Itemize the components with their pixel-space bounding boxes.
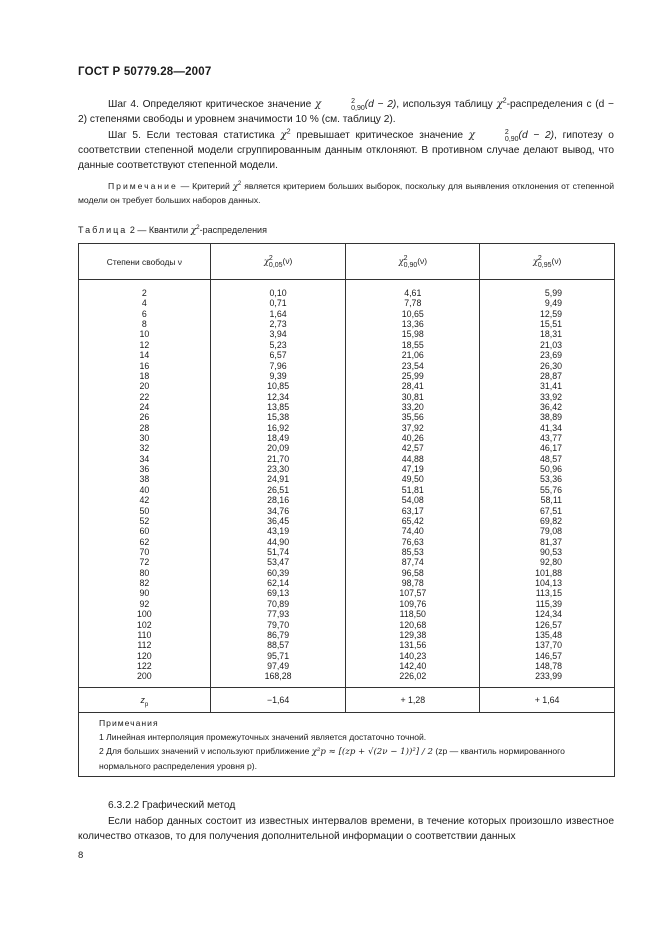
table-cell-chi-0-95: 79,08 bbox=[539, 526, 562, 537]
table-cell-chi-0-95: 90,53 bbox=[539, 546, 562, 557]
table-cell-chi-0-95: 33,92 bbox=[539, 391, 562, 402]
table-cell-chi-0-90: 44,88 bbox=[401, 453, 424, 464]
table-cell-chi-0-90: 140,23 bbox=[399, 650, 427, 661]
table-cell-degrees-of-freedom: 112 bbox=[137, 640, 152, 651]
table-cell-degrees-of-freedom: 60 bbox=[139, 526, 150, 537]
zp-row bbox=[79, 687, 615, 712]
superscript: 2 bbox=[403, 254, 408, 262]
table-cell-chi-0-90: 47,19 bbox=[401, 464, 424, 475]
table-cell-chi-0-95: 101,88 bbox=[535, 567, 562, 578]
table-cell-chi-0-90: 51,81 bbox=[401, 484, 424, 495]
step-5-tail: , гипотезу о соответствии степенной модели сгруппированным данным отклоняют. В противном случае делают вывод, что данные соответствуют степенной модели. bbox=[78, 130, 614, 171]
table-cell-chi-0-95: 137,70 bbox=[535, 640, 562, 651]
column-chi-0-95 bbox=[480, 280, 615, 688]
step-4-paragraph bbox=[78, 97, 614, 127]
table-cell-chi-0-95: 15,51 bbox=[539, 319, 562, 330]
table-cell-chi-0-95: 43,77 bbox=[539, 433, 562, 444]
step-5-mid: превышает критическое значение bbox=[296, 130, 464, 141]
table-cell-chi-0-95: 58,11 bbox=[540, 495, 562, 506]
header-chi-0-90 bbox=[346, 244, 480, 280]
table-cell-chi-0-05: 53,47 bbox=[267, 557, 290, 568]
table-cell-chi-0-95: 53,36 bbox=[539, 474, 562, 485]
table-cell-chi-0-95: 233,99 bbox=[535, 671, 562, 682]
table-cell-chi-0-05: 60,39 bbox=[267, 567, 290, 578]
superscript: 2 bbox=[504, 129, 509, 136]
table-cell-degrees-of-freedom: 100 bbox=[137, 609, 152, 620]
table-cell-degrees-of-freedom: 72 bbox=[139, 557, 150, 568]
table-cell-chi-0-95: 113,15 bbox=[535, 588, 562, 599]
note-tail: является критерием больших выборок, поскольку для выявления отклонения от степенной модели он требует больших наборов данных. bbox=[78, 181, 615, 205]
header-arg: (ν) bbox=[417, 255, 428, 266]
table-cell-degrees-of-freedom: 26 bbox=[139, 412, 150, 423]
table-cell-degrees-of-freedom: 14 bbox=[139, 350, 150, 361]
table-cell-chi-0-05: 34,76 bbox=[267, 505, 290, 516]
note-lead: — Критерий bbox=[180, 181, 230, 191]
table-cell-degrees-of-freedom: 38 bbox=[139, 474, 150, 485]
table-cell-degrees-of-freedom: 52 bbox=[139, 515, 150, 526]
zp-value-0-95: + 1,64 bbox=[480, 687, 615, 712]
header-arg: (ν) bbox=[282, 255, 293, 266]
superscript: 2 bbox=[351, 98, 356, 105]
table-cell-chi-0-05: 2,73 bbox=[269, 319, 287, 330]
page-number: 8 bbox=[78, 850, 84, 861]
chi-symbol: χ bbox=[314, 99, 322, 110]
table-cell-chi-0-95: 18,31 bbox=[539, 329, 562, 340]
table-cell-chi-0-95: 126,57 bbox=[535, 619, 562, 630]
note-paragraph bbox=[78, 180, 614, 207]
table-cell-chi-0-95: 31,41 bbox=[539, 381, 562, 392]
table-cell-chi-0-90: 15,98 bbox=[401, 329, 424, 340]
table-cell-degrees-of-freedom: 50 bbox=[139, 505, 150, 516]
table-cell-degrees-of-freedom: 10 bbox=[139, 329, 150, 340]
table-cell-chi-0-05: 0,71 bbox=[269, 298, 287, 309]
table-cell-chi-0-90: 7,78 bbox=[404, 298, 422, 309]
table-cell-chi-0-05: 12,34 bbox=[267, 391, 290, 402]
table-data-block bbox=[79, 280, 615, 688]
subscript: 0,05 bbox=[268, 261, 283, 269]
header-chi-0-95 bbox=[480, 244, 615, 280]
table-cell-chi-0-05: 44,90 bbox=[267, 536, 290, 547]
table-cell-chi-0-95: 55,76 bbox=[539, 484, 562, 495]
chi-symbol: χ bbox=[496, 99, 503, 110]
table-cell-degrees-of-freedom: 120 bbox=[137, 650, 152, 661]
table-cell-chi-0-05: 7,96 bbox=[269, 360, 287, 371]
table-cell-chi-0-90: 109,76 bbox=[399, 598, 427, 609]
table-cell-chi-0-90: 13,36 bbox=[401, 319, 424, 330]
table-cell-chi-0-05: 10,85 bbox=[267, 381, 290, 392]
table-cell-chi-0-90: 65,42 bbox=[401, 515, 424, 526]
table-note-2-formula: χ²p ≈ [(zp + √(2ν − 1))²] / 2 bbox=[311, 746, 433, 757]
superscript: 2 bbox=[196, 224, 200, 231]
table-cell-chi-0-90: 10,65 bbox=[401, 308, 424, 319]
table-cell-chi-0-95: 46,17 bbox=[539, 443, 562, 454]
table-cell-chi-0-90: 98,78 bbox=[401, 578, 424, 589]
table-cell-chi-0-05: 62,14 bbox=[267, 578, 290, 589]
table-caption bbox=[78, 225, 267, 236]
section-paragraph: Если набор данных состоит из известных интервалов времени, в течение которых произошло известное количество отказов, то для получения дополнительной информации о соответствии данных bbox=[78, 816, 614, 842]
table-cell-degrees-of-freedom: 36 bbox=[139, 464, 150, 475]
header-chi-0-05 bbox=[210, 244, 346, 280]
table-cell-degrees-of-freedom: 62 bbox=[139, 536, 150, 547]
table-cell-degrees-of-freedom: 80 bbox=[139, 567, 150, 578]
table-cell-chi-0-95: 69,82 bbox=[539, 515, 562, 526]
subscript: 0,95 bbox=[537, 261, 552, 269]
table-cell-chi-0-05: 0,10 bbox=[269, 288, 287, 298]
table-cell-chi-0-05: 70,89 bbox=[267, 598, 290, 609]
table-cell-degrees-of-freedom: 2 bbox=[141, 288, 147, 298]
table-cell-degrees-of-freedom: 110 bbox=[137, 629, 152, 640]
table-cell-chi-0-95: 28,87 bbox=[539, 370, 562, 381]
table-cell-chi-0-05: 13,85 bbox=[267, 401, 290, 412]
table-cell-chi-0-05: 77,93 bbox=[267, 609, 290, 620]
table-notes-row bbox=[79, 712, 615, 776]
table-cell-chi-0-05: 5,23 bbox=[269, 339, 287, 350]
table-cell-chi-0-05: 51,74 bbox=[267, 546, 290, 557]
table-cell-chi-0-90: 118,50 bbox=[399, 609, 426, 620]
table-cell-chi-0-05: 6,57 bbox=[269, 350, 287, 361]
chi-symbol: χ bbox=[190, 226, 197, 236]
table-cell-chi-0-90: 54,08 bbox=[401, 495, 424, 506]
table-cell-degrees-of-freedom: 30 bbox=[139, 433, 150, 444]
table-cell-chi-0-95: 36,42 bbox=[539, 401, 562, 412]
table-cell-chi-0-05: 16,92 bbox=[267, 422, 290, 433]
table-cell-chi-0-95: 135,48 bbox=[535, 629, 562, 640]
table-note-2 bbox=[85, 744, 608, 773]
table-cell-chi-0-95: 9,49 bbox=[544, 298, 562, 309]
table-cell-chi-0-05: 9,39 bbox=[269, 370, 287, 381]
table-cell-degrees-of-freedom: 92 bbox=[139, 598, 150, 609]
chi-symbol: χ bbox=[532, 255, 538, 266]
chi-scripts bbox=[404, 255, 418, 269]
table-cell-chi-0-95: 26,30 bbox=[539, 360, 562, 371]
table-cell-chi-0-05: 21,70 bbox=[267, 453, 290, 464]
table-cell-chi-0-90: 21,06 bbox=[401, 350, 424, 361]
table-cell-degrees-of-freedom: 34 bbox=[139, 453, 150, 464]
table-cell-chi-0-95: 67,51 bbox=[539, 505, 562, 516]
subscript: 0,90 bbox=[351, 105, 365, 112]
table-caption-label: Таблица bbox=[78, 225, 128, 235]
chi-square-quantile-table bbox=[78, 243, 615, 777]
table-cell-chi-0-05: 28,16 bbox=[267, 495, 290, 506]
subscript: 0,90 bbox=[403, 261, 418, 269]
table-cell-chi-0-95: 115,39 bbox=[535, 598, 562, 609]
superscript: 2 bbox=[237, 181, 242, 188]
table-cell-chi-0-90: 30,81 bbox=[401, 391, 424, 402]
table-cell-degrees-of-freedom: 82 bbox=[139, 578, 150, 589]
table-cell-degrees-of-freedom: 20 bbox=[139, 381, 150, 392]
table-cell-chi-0-90: 49,50 bbox=[401, 474, 424, 485]
table-cell-chi-0-90: 25,99 bbox=[401, 370, 424, 381]
table-cell-degrees-of-freedom: 40 bbox=[139, 484, 150, 495]
zp-value-0-90: + 1,28 bbox=[346, 687, 480, 712]
table-header-row bbox=[79, 244, 615, 280]
table-cell-chi-0-90: 23,54 bbox=[401, 360, 424, 371]
step-4-arg: (d − 2) bbox=[364, 99, 397, 110]
table-cell-chi-0-05: 1,64 bbox=[269, 308, 287, 319]
table-cell-chi-0-90: 107,57 bbox=[399, 588, 427, 599]
chi-symbol: χ bbox=[468, 130, 475, 141]
table-cell-chi-0-90: 131,56 bbox=[399, 640, 427, 651]
table-cell-chi-0-05: 15,38 bbox=[267, 412, 290, 423]
table-cell-degrees-of-freedom: 102 bbox=[137, 619, 152, 630]
table-cell-chi-0-05: 43,19 bbox=[267, 526, 290, 537]
chi-symbol: χ bbox=[232, 182, 238, 192]
table-note-2-tail: (zp — квантиль нормированного нормального распределения уровня p). bbox=[99, 745, 565, 771]
table-cell-degrees-of-freedom: 24 bbox=[139, 401, 150, 412]
table-cell-chi-0-05: 23,30 bbox=[267, 464, 290, 475]
chi-symbol: χ bbox=[398, 255, 404, 266]
table-cell-chi-0-05: 69,13 bbox=[267, 588, 290, 599]
table-cell-chi-0-95: 104,13 bbox=[535, 578, 562, 589]
table-caption-pre: — Квантили bbox=[137, 225, 189, 235]
superscript: 2 bbox=[268, 254, 273, 262]
table-cell-chi-0-05: 18,49 bbox=[267, 433, 290, 444]
subscript: 0,90 bbox=[504, 136, 519, 143]
table-cell-chi-0-90: 76,63 bbox=[401, 536, 424, 547]
table-cell-chi-0-95: 50,96 bbox=[539, 464, 562, 475]
table-cell-chi-0-05: 3,94 bbox=[269, 329, 287, 340]
zp-label bbox=[79, 687, 211, 712]
table-cell-chi-0-05: 88,57 bbox=[267, 640, 290, 651]
note-label: Примечание bbox=[108, 181, 178, 191]
table-cell-degrees-of-freedom: 200 bbox=[137, 671, 152, 682]
step-4-tail: -распределения с (d − 2) степенями свободы и уровнем значимости 10 % (см. таблицу 2). bbox=[78, 99, 614, 125]
table-cell-chi-0-95: 41,34 bbox=[539, 422, 562, 433]
table-cell-chi-0-05: 24,91 bbox=[267, 474, 290, 485]
table-cell-chi-0-90: 226,02 bbox=[399, 671, 427, 682]
table-cell-chi-0-95: 12,59 bbox=[539, 308, 562, 319]
table-cell-degrees-of-freedom: 16 bbox=[139, 360, 150, 371]
table-notes bbox=[79, 712, 615, 776]
table-caption-post: -распределения bbox=[199, 225, 267, 235]
table-cell-chi-0-90: 120,68 bbox=[399, 619, 427, 630]
step-5-arg: (d − 2) bbox=[518, 130, 555, 141]
header-arg: (ν) bbox=[551, 255, 562, 266]
table-cell-degrees-of-freedom: 12 bbox=[139, 339, 150, 350]
table-cell-chi-0-05: 20,09 bbox=[267, 443, 290, 454]
table-cell-degrees-of-freedom: 22 bbox=[139, 391, 150, 402]
table-cell-chi-0-95: 92,80 bbox=[539, 557, 562, 568]
table-notes-title: Примечания bbox=[99, 717, 159, 728]
table-cell-chi-0-95: 5,99 bbox=[544, 288, 562, 298]
chi-symbol: χ bbox=[280, 130, 287, 141]
zp-symbol: z bbox=[140, 694, 145, 705]
table-cell-chi-0-95: 148,78 bbox=[535, 660, 562, 671]
table-cell-chi-0-95: 21,03 bbox=[539, 339, 562, 350]
table-cell-chi-0-95: 23,69 bbox=[539, 350, 562, 361]
table-cell-chi-0-05: 97,49 bbox=[267, 660, 290, 671]
table-cell-chi-0-05: 95,71 bbox=[267, 650, 290, 661]
superscript: 2 bbox=[537, 254, 542, 262]
column-chi-0-05 bbox=[210, 280, 346, 688]
table-cell-chi-0-90: 33,20 bbox=[401, 401, 424, 412]
table-cell-chi-0-05: 79,70 bbox=[267, 619, 290, 630]
table-cell-chi-0-90: 87,74 bbox=[401, 557, 424, 568]
table-cell-degrees-of-freedom: 122 bbox=[137, 660, 152, 671]
table-note-1: 1 Линейная интерполяция промежуточных значений является достаточно точной. bbox=[99, 731, 427, 742]
chi-scripts bbox=[538, 255, 552, 269]
table-cell-chi-0-90: 18,55 bbox=[401, 339, 424, 350]
superscript: 2 bbox=[286, 127, 291, 136]
table-cell-degrees-of-freedom: 90 bbox=[139, 588, 150, 599]
table-cell-chi-0-95: 146,57 bbox=[535, 650, 562, 661]
table-cell-chi-0-90: 96,58 bbox=[401, 567, 424, 578]
step-5-lead: Шаг 5. Если тестовая статистика bbox=[108, 130, 275, 141]
table-cell-degrees-of-freedom: 18 bbox=[139, 370, 150, 381]
table-cell-chi-0-90: 129,38 bbox=[399, 629, 427, 640]
header-degrees-of-freedom: Степени свободы ν bbox=[79, 244, 211, 280]
table-cell-chi-0-90: 35,56 bbox=[401, 412, 424, 423]
table-note-2-lead: 2 Для больших значений ν используют приближение bbox=[99, 745, 310, 756]
zp-value-0-05: −1,64 bbox=[210, 687, 346, 712]
table-cell-chi-0-90: 42,57 bbox=[401, 443, 424, 454]
table-cell-chi-0-95: 48,57 bbox=[539, 453, 562, 464]
table-cell-chi-0-90: 74,40 bbox=[401, 526, 424, 537]
table-cell-chi-0-90: 40,26 bbox=[401, 433, 424, 444]
chi-scripts bbox=[321, 98, 365, 112]
column-chi-0-90 bbox=[346, 280, 480, 688]
table-cell-chi-0-90: 63,17 bbox=[401, 505, 424, 516]
table-cell-chi-0-90: 142,40 bbox=[399, 660, 427, 671]
table-cell-chi-0-05: 168,28 bbox=[264, 671, 292, 682]
table-cell-degrees-of-freedom: 42 bbox=[139, 495, 150, 506]
table-cell-chi-0-95: 124,34 bbox=[535, 609, 562, 620]
table-caption-number: 2 bbox=[129, 225, 135, 235]
table-cell-chi-0-90: 28,41 bbox=[401, 381, 424, 392]
table-cell-degrees-of-freedom: 6 bbox=[141, 308, 147, 319]
section-heading: 6.3.2.2 Графический метод bbox=[108, 800, 236, 811]
table-cell-degrees-of-freedom: 8 bbox=[141, 319, 147, 330]
table-cell-chi-0-95: 38,89 bbox=[539, 412, 562, 423]
step-4-mid: , используя таблицу bbox=[396, 99, 493, 110]
table-cell-degrees-of-freedom: 70 bbox=[139, 546, 150, 557]
table-cell-chi-0-05: 26,51 bbox=[267, 484, 290, 495]
superscript: 2 bbox=[502, 96, 507, 105]
chi-scripts bbox=[475, 129, 519, 143]
step-5-paragraph bbox=[78, 128, 614, 173]
table-cell-degrees-of-freedom: 4 bbox=[141, 298, 147, 309]
table-cell-chi-0-95: 81,37 bbox=[539, 536, 562, 547]
table-cell-chi-0-05: 36,45 bbox=[267, 515, 290, 526]
column-degrees-of-freedom bbox=[79, 280, 211, 688]
table-cell-chi-0-90: 4,61 bbox=[404, 288, 422, 298]
subscript: p bbox=[144, 700, 149, 708]
standard-header: ГОСТ Р 50779.28—2007 bbox=[78, 66, 212, 78]
chi-symbol: χ bbox=[263, 255, 269, 266]
chi-scripts bbox=[269, 255, 283, 269]
step-4-lead: Шаг 4. Определяют критическое значение bbox=[108, 99, 312, 110]
table-cell-degrees-of-freedom: 32 bbox=[139, 443, 150, 454]
table-cell-degrees-of-freedom: 28 bbox=[139, 422, 150, 433]
table-cell-chi-0-90: 37,92 bbox=[401, 422, 424, 433]
table-cell-chi-0-90: 85,53 bbox=[401, 546, 424, 557]
table-cell-chi-0-05: 86,79 bbox=[267, 629, 290, 640]
